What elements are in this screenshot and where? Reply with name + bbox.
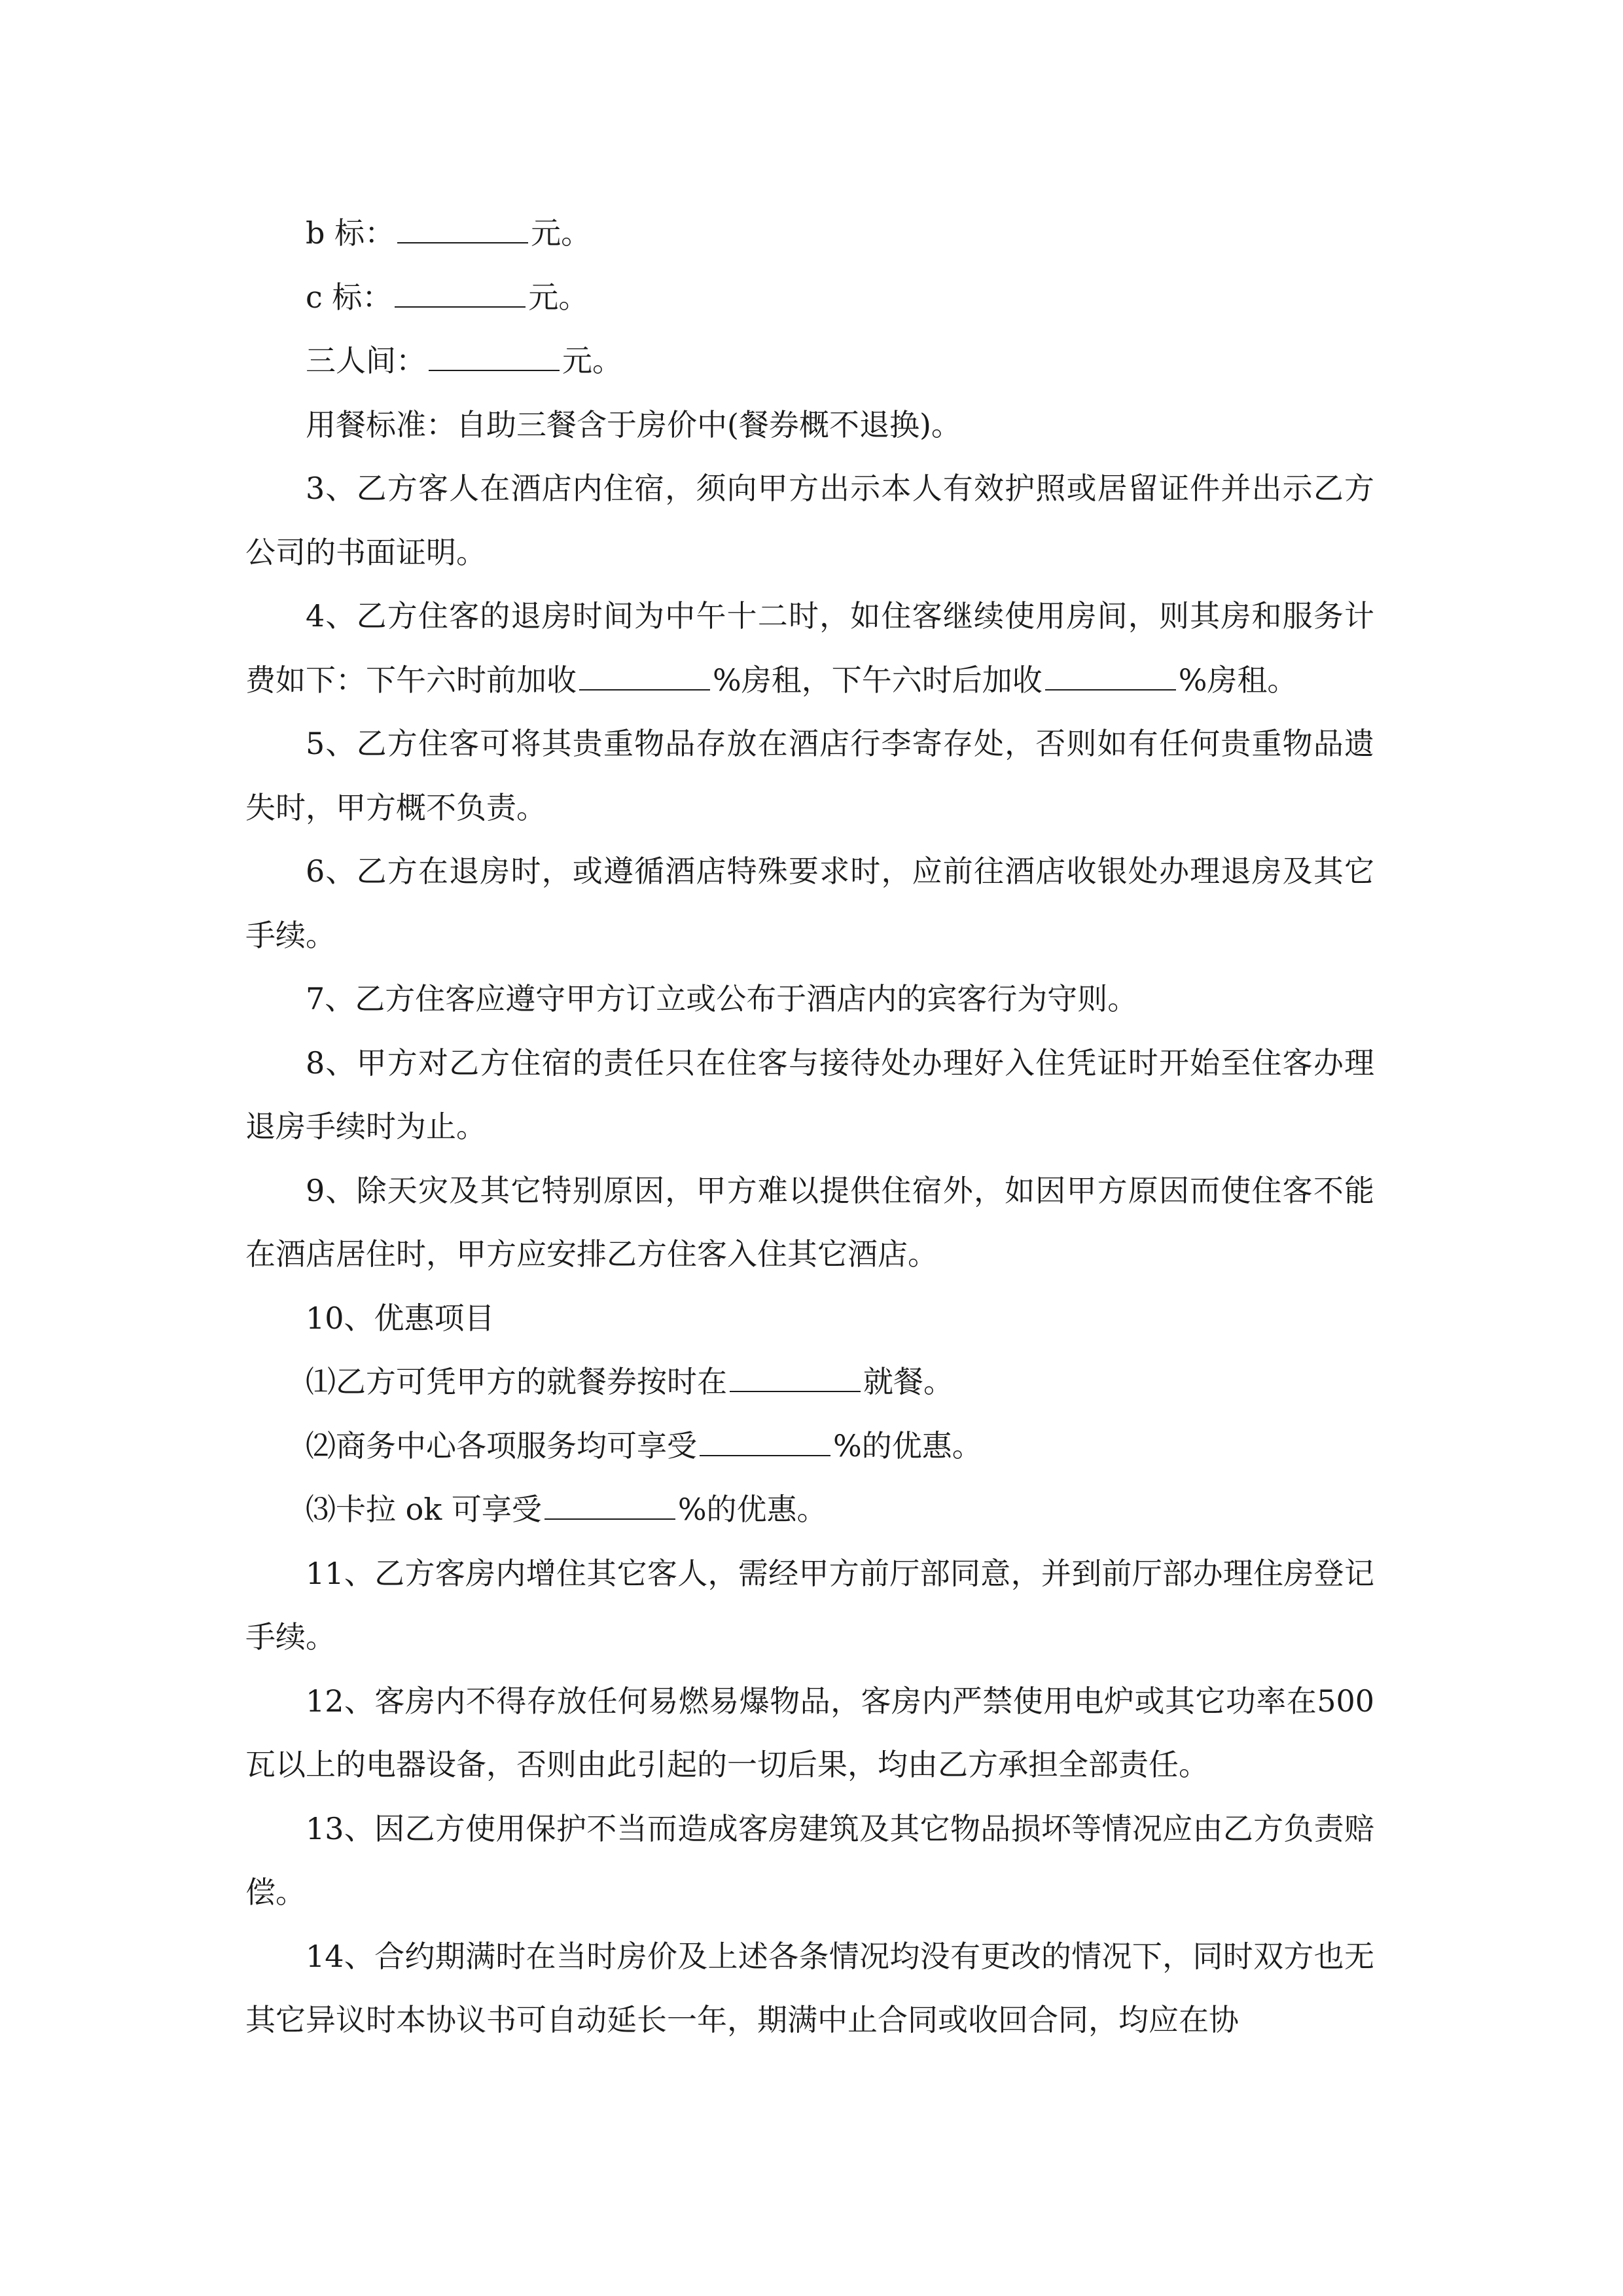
rate-c-label: c 标： <box>306 279 393 315</box>
document-page <box>245 202 1374 2053</box>
clause-10-item-2-text-a: ⑵商务中心各项服务均可享受 <box>306 1427 697 1463</box>
rate-b-line <box>245 202 1374 266</box>
rate-triple-unit: 元。 <box>562 343 622 378</box>
clause-10-item-3 <box>245 1478 1374 1542</box>
clause-10-item-1 <box>245 1350 1374 1414</box>
clause-13: 13、因乙方使用保护不当而造成客房建筑及其它物品损坏等情况应由乙方负责赔偿。 <box>245 1810 1374 1910</box>
clause-10-item-2 <box>245 1414 1374 1479</box>
clause-10-title: 10、优惠项目 <box>306 1300 495 1336</box>
rate-b-unit: 元。 <box>531 215 592 251</box>
rate-triple-blank[interactable] <box>429 348 560 371</box>
clause-10-item-2-text-b: %的优惠。 <box>833 1427 982 1463</box>
clause-10-item-3-blank[interactable] <box>544 1496 675 1520</box>
clause-4-blank-after-six[interactable] <box>1045 667 1176 691</box>
clause-5: 5、乙方住客可将其贵重物品存放在酒店行李寄存处，否则如有任何贵重物品遗失时，甲方概不负责。 <box>245 726 1374 825</box>
clause-10-item-1-text-a: ⑴乙方可凭甲方的就餐券按时在 <box>306 1364 727 1399</box>
clause-10-item-3-text-a: ⑶卡拉 ok 可享受 <box>306 1492 542 1527</box>
clause-10-item-1-text-b: 就餐。 <box>863 1364 954 1399</box>
clause-12: 12、客房内不得存放任何易燃易爆物品，客房内严禁使用电炉或其它功率在500 瓦以上的电器设备，否则由此引起的一切后果，均由乙方承担全部责任。 <box>245 1683 1374 1782</box>
meal-standard: 用餐标准：自助三餐含于房价中(餐券概不退换)。 <box>306 406 961 442</box>
clause-4-blank-before-six[interactable] <box>579 667 710 691</box>
clause-6: 6、乙方在退房时，或遵循酒店特殊要求时，应前往酒店收银处办理退房及其它手续。 <box>245 853 1374 953</box>
clause-7: 7、乙方住客应遵守甲方订立或公布于酒店内的宾客行为守则。 <box>306 981 1138 1016</box>
clause-14: 14、合约期满时在当时房价及上述各条情况均没有更改的情况下，同时双方也无其它异议时本协议书可自动延长一年，期满中止合同或收回合同，均应在协 <box>245 1938 1374 2037</box>
clause-10-item-1-blank[interactable] <box>730 1369 861 1392</box>
clause-10-item-2-blank[interactable] <box>700 1433 830 1456</box>
rate-c-blank[interactable] <box>395 284 526 308</box>
rate-triple-label: 三人间： <box>306 343 426 378</box>
clause-9: 9、除天灾及其它特别原因，甲方难以提供住宿外，如因甲方原因而使住客不能在酒店居住时，甲方应安排乙方住客入住其它酒店。 <box>245 1172 1374 1272</box>
clause-4 <box>245 584 1374 712</box>
clause-4-text-b: %房租，下午六时后加收 <box>713 662 1043 698</box>
clause-4-text-c: %房租。 <box>1178 662 1298 698</box>
rate-b-blank[interactable] <box>397 220 528 243</box>
clause-3: 3、乙方客人在酒店内住宿，须向甲方出示本人有效护照或居留证件并出示乙方公司的书面证明。 <box>245 471 1374 570</box>
rate-c-unit: 元。 <box>528 279 589 315</box>
rate-triple-line <box>245 329 1374 393</box>
clause-4-text-a: 4、乙方住客的退房时间为中午十二时，如住客继续使用房间，则其房和服务计费如下：下午六时前加收 <box>245 598 1374 698</box>
rate-b-label: b 标： <box>306 215 395 251</box>
clause-8: 8、甲方对乙方住宿的责任只在住客与接待处办理好入住凭证时开始至住客办理退房手续时为止。 <box>245 1045 1374 1144</box>
clause-10-item-3-text-b: %的优惠。 <box>677 1492 827 1527</box>
rate-c-line <box>245 266 1374 330</box>
clause-11: 11、乙方客房内增住其它客人，需经甲方前厅部同意，并到前厅部办理住房登记手续。 <box>245 1555 1374 1655</box>
